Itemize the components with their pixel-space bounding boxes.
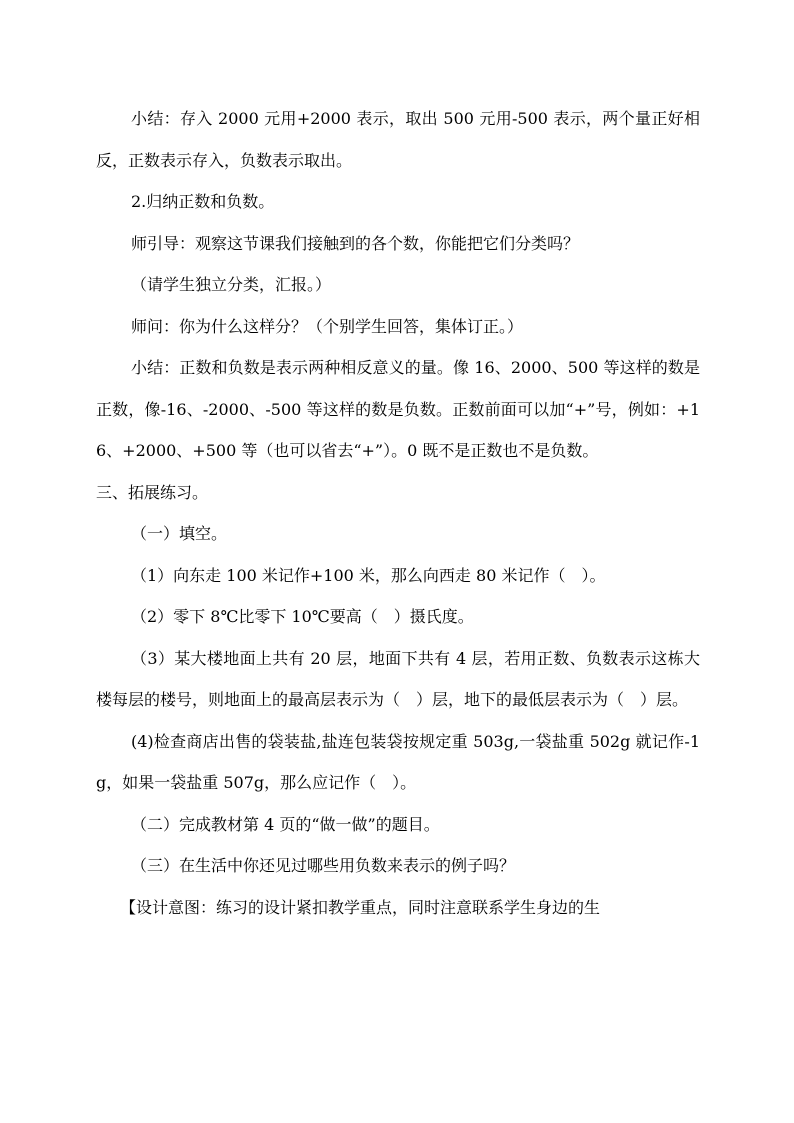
document-body	[96, 98, 700, 928]
summary-positive-negative-paragraph: 小结：正数和负数是表示两种相反意义的量。像 16、2000、500 等这样的数是正数，像-16、-2000、-500 等这样的数是负数。正数前面可以加“+”号，例如：+16、+2000、+500 等（也可以省去“+”）。0 既不是正数也不是负数。	[96, 358, 700, 460]
teacher-question-paragraph: 师问：你为什么这样分？（个别学生回答，集体订正。）	[131, 316, 524, 336]
life-example-item: （三）在生活中你还见过哪些用负数来表示的例子吗？	[131, 856, 516, 875]
question-4: (4)检查商店出售的袋装盐,盐连包装袋按规定重 503g,一袋盐重 502g 就记作-1g，如果一袋盐重 507g，那么应记作（ ）。	[96, 731, 700, 792]
section-heading-classify: 2.归纳正数和负数。	[131, 192, 275, 211]
question-3: （3）某大楼地面上共有 20 层，地面下共有 4 层，若用正数、负数表示这栋大楼每层的楼号，则地面上的最高层表示为（ ）层，地下的最低层表示为（ ）层。	[96, 648, 700, 709]
teacher-guide-paragraph: 师引导：观察这节课我们接触到的各个数，你能把它们分类吗？	[131, 233, 580, 253]
textbook-exercise-item: （二）完成教材第 4 页的“做一做”的题目。	[131, 814, 440, 834]
question-2: （2）零下 8℃比零下 10℃要高（ ）摄氏度。	[131, 607, 474, 626]
design-intent-paragraph: 【设计意图：练习的设计紧扣教学重点，同时注意联系学生身边的生	[120, 897, 601, 917]
fill-blank-heading: （一）填空。	[131, 524, 228, 543]
section-heading-practice: 三、拓展练习。	[96, 482, 209, 502]
question-1: （1）向东走 100 米记作+100 米，那么向西走 80 米记作（ ）。	[131, 565, 606, 585]
summary-deposit-paragraph: 小结：存入 2000 元用+2000 表示，取出 500 元用-500 表示，两个量正好相反，正数表示存入，负数表示取出。	[96, 109, 700, 170]
student-classify-note: （请学生独立分类，汇报。）	[131, 275, 332, 294]
